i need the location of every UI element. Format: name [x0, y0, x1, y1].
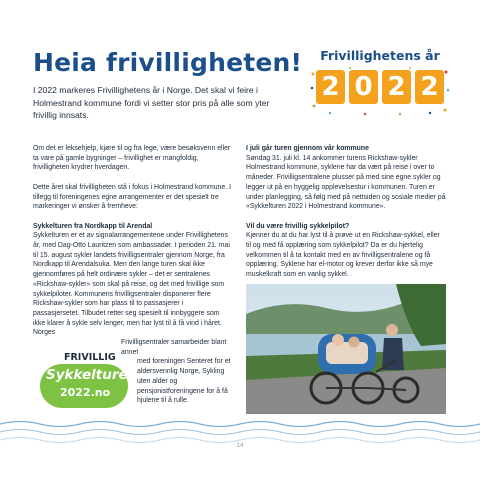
year-digit: 2 — [316, 70, 345, 104]
paragraph-continued: Frivilligsentraler samarbeider blant annet — [121, 339, 227, 356]
page-title: Heia frivilligheten! — [33, 48, 303, 77]
year-digit: 2 — [382, 70, 411, 104]
section-heading: Sykkelturen fra Nordkapp til Arendal — [33, 222, 153, 230]
rickshaw-photo — [246, 284, 446, 414]
paragraph: Søndag 31. juli kl. 14 ankommer turens Rickshaw-sykler Holmestrand kommune, syklene har da vært på reise i over to måneder. Frivilligsentralene plusser på med sine egne sykler og legger ut på en hyggelig opplevelsestur i kommunen. Turen er under planlegging, så følg med på nettsiden og sosiale medier på «Sykkelturen 2022 i Holmestrand kommune». — [246, 154, 446, 211]
decorative-waves — [0, 416, 480, 456]
paragraph-continued: med foreningen Senteret for et aldersvennlig Norge, Sykling uten alder og pensjonistforeningene for å få hjulene til å rulle. — [137, 358, 231, 405]
intro-text: I 2022 markeres Frivillighetens år i Norge. Det skal vi feire i Holmestrand kommune fordi vi setter stor pris på alle som yter frivillig innsats. — [33, 85, 270, 120]
section-heading: Vil du være frivillig sykkelpilot? — [246, 222, 350, 230]
rickshaw-illustration — [246, 284, 446, 414]
sykkelturen-logo — [36, 350, 138, 412]
logo-url-text: 2022.no — [60, 386, 111, 399]
right-column — [246, 144, 446, 290]
frivillighetens-ar-badge — [310, 48, 450, 120]
paragraph: Kjenner du at du har lyst til å prøve ut en Rickshaw-sykkel, eller til og med få opplæring som sykkelpilot? Da er du hjertelig velkommen til å ta kontakt med en av frivilligsentralene og få opplæring. Syklene har el-motor og krever derfor ikke så mye muskelkraft som en vanlig sykkel. — [246, 232, 440, 279]
badge-title: Frivillighetens år — [320, 48, 440, 63]
section-heading: I juli går turen gjennom vår kommune — [246, 145, 369, 152]
badge-year — [316, 70, 444, 104]
logo-main-text: Sykkelturen — [46, 367, 138, 383]
paragraph: Dette året skal frivilligheten stå i fokus i Holmestrand kommune. I tillegg til foreningenes egne arrangementer er det spesielt tre markeringer vi ønsker å fremheve: — [33, 183, 231, 211]
paragraph: Om det er leksehjelp, kjøre til og fra lege, være besøksvenn eller ta vare på gamle bygninger – frivillighet er mangfoldig, frivilligheten krydrer hverdagen. — [33, 145, 231, 172]
year-digit: 2 — [415, 70, 444, 104]
logo-top-text: FRIVILLIG — [64, 352, 116, 363]
page-number: 14 — [236, 442, 244, 449]
year-digit: 0 — [349, 70, 378, 104]
paragraph: Sykkelturen er et av signalarrangementene under Frivillighetens år, med Dag-Otto Lauritzen som ambassadør. I perioden 21. mai til 15. august sykler landets frivilligsentraler gjennom Norge, fra Nordkapp til Arendalsuka. Men den lange turen skal ikke gjennomføres på helt ordinære sykler – det er sentralenes «Rickshaw-sykler» som skal på reise, og det med frivillige som sykkelpiloter. Kommunens frivilligsentraler disponerer flere Rickshaw-sykler som har plass til to passasjerer i passasjersetet. Tilbudet retter seg spesielt til innbyggere som ikke klarer å sykle selv lenger, men har lyst til å få vind i håret. Norges — [33, 232, 230, 337]
